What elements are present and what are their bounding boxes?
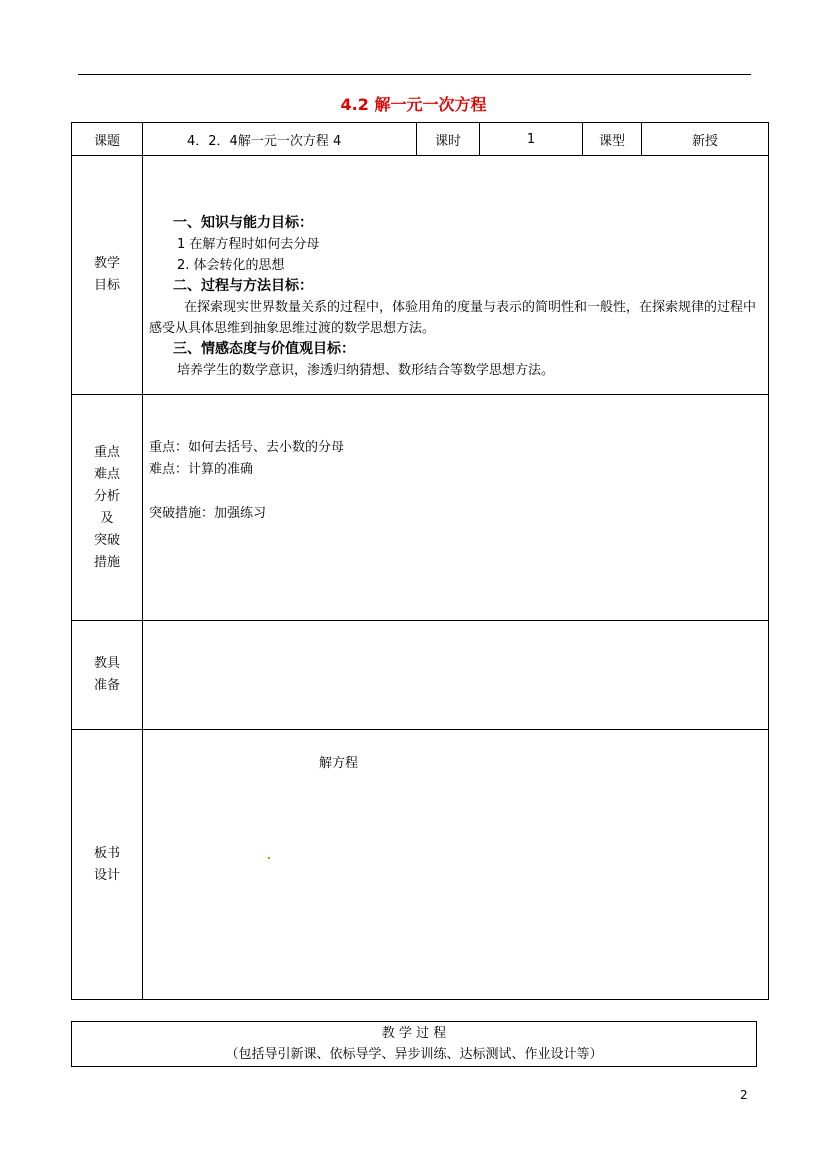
goals-paragraph-3: 培养学生的数学意识，渗透归纳猜想、数形结合等数学思想方法。 [177, 363, 555, 378]
key-points-label: 重点 难点 分析 及 突破 措施 [72, 395, 143, 621]
goals-heading-3: 三、情感态度与价值观目标： [173, 341, 355, 357]
goals-row [72, 156, 769, 395]
focus-text: 重点：如何去括号、去小数的分母 [149, 440, 345, 455]
topic-label: 课题 [72, 123, 143, 156]
lesson-plan-table [71, 122, 769, 1000]
key-points-row [72, 395, 769, 621]
header-rule [78, 74, 751, 75]
hours-label: 课时 [417, 123, 480, 156]
topic-value: 4．2．4解一元一次方程 4 [143, 123, 417, 156]
type-value: 新授 [642, 123, 769, 156]
board-content [143, 730, 769, 1000]
tools-row [72, 621, 769, 730]
process-table [71, 1021, 757, 1067]
board-label: 板书 设计 [72, 730, 143, 1000]
tools-label: 教具 准备 [72, 621, 143, 730]
process-title: 教 学 过 程 [381, 1026, 447, 1041]
goals-item-1: 1 在解方程时如何去分母 [177, 237, 320, 252]
key-points-content [143, 395, 769, 621]
process-cell [72, 1022, 757, 1067]
page-title: 4.2 解一元一次方程 [340, 95, 487, 114]
topic-row [72, 123, 769, 156]
hours-value: 1 [480, 123, 583, 156]
goals-item-2: 2. 体会转化的思想 [177, 258, 285, 273]
tools-content [143, 621, 769, 730]
page-number: 2 [740, 1088, 748, 1102]
goals-heading-1: 一、知识与能力目标： [173, 215, 313, 231]
stray-mark [268, 857, 270, 859]
goals-heading-2: 二、过程与方法目标： [173, 278, 313, 294]
goals-content [143, 156, 769, 395]
difficulty-text: 难点：计算的准确 [149, 462, 254, 477]
process-subtitle: （包括导引新课、依标导学、异步训练、达标测试、作业设计等） [225, 1047, 603, 1062]
board-heading: 解方程 [319, 756, 359, 771]
goals-label: 教学 目标 [72, 156, 143, 395]
board-row [72, 730, 769, 1000]
measure-text: 突破措施：加强练习 [149, 506, 267, 521]
goals-paragraph-2: 在探索现实世界数量关系的过程中，体验用角的度量与表示的简明性和一般性，在探索规律的过程中感受从具体思维到抽象思维过渡的数学思想方法。 [149, 300, 757, 336]
type-label: 课型 [583, 123, 642, 156]
